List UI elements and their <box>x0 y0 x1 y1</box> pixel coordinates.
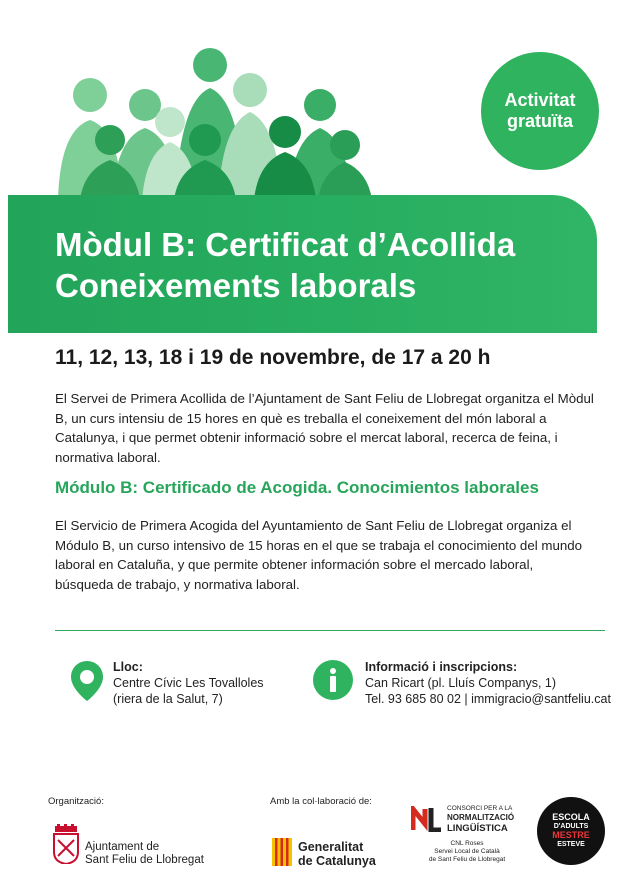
generalitat-line2: de Catalunya <box>298 854 376 868</box>
subtitle-spanish: Módulo B: Certificado de Acogida. Conocimientos laborales <box>55 478 539 497</box>
badge-line1: Activitat <box>504 90 576 110</box>
cnl-subtext <box>412 840 522 864</box>
cnl-sub2: Servei Local de Català <box>434 848 500 855</box>
collaboration-label: Amb la col·laboració de: <box>270 796 372 807</box>
ajuntament-line2: Sant Feliu de Llobregat <box>85 854 204 866</box>
map-pin-icon <box>70 660 104 702</box>
organizer-label: Organització: <box>48 796 104 807</box>
badge-line2: gratuïta <box>506 111 573 131</box>
contact-label: Informació i inscripcions: <box>365 660 518 674</box>
escola-line4: ESTEVE <box>557 841 585 848</box>
contact-line1: Can Ricart (pl. Lluís Companys, 1) <box>365 676 557 690</box>
location-line2: (riera de la Salut, 7) <box>113 692 223 706</box>
contact-line2[interactable]: Tel. 93 685 80 02 | immigracio@santfeliu.cat <box>365 692 611 706</box>
ajuntament-crest-icon <box>52 824 80 864</box>
location-line1: Centre Cívic Les Tovalloles <box>113 676 264 690</box>
escola-adults-logo <box>537 797 605 865</box>
cnl-sub1: CNL Roses <box>450 840 484 847</box>
description-spanish: El Servicio de Primera Acogida del Ayuntamiento de Sant Feliu de Llobregat organiza el Módulo B, un curso intensivo de 15 horas en el que se trabaja el conocimiento del mundo laboral en Cataluña, y que permite obtener información sobre el mercado laboral, búsqueda de trabajo, y normativa laboral. <box>55 518 583 592</box>
generalitat-line1: Generalitat <box>298 840 364 854</box>
description-catalan: El Servei de Primera Acollida de l’Ajuntament de Sant Feliu de Llobregat organitza el Mòdul B, un curs intensiu de 15 hores en què es treballa el coneixement del món laboral a Catalunya, i que permet obtenir informació sobre el mercat laboral, recerca de feina, i normativa laboral. <box>55 391 594 465</box>
escola-line1: ESCOLA <box>552 812 590 822</box>
escola-line3: MESTRE <box>552 830 590 840</box>
ajuntament-logo-text <box>85 841 204 867</box>
cnl-line1: CONSORCI PER A LA <box>447 805 513 812</box>
course-dates: 11, 12, 13, 18 i 19 de novembre, de 17 a 20 h <box>55 346 491 369</box>
people-illustration <box>50 40 380 200</box>
info-icon <box>313 660 353 700</box>
section-divider <box>55 630 605 631</box>
generalitat-flag-icon <box>272 838 292 866</box>
cnl-sub3: de Sant Feliu de Llobregat <box>428 856 506 863</box>
location-block <box>113 659 264 707</box>
cnl-logo-text <box>447 805 514 834</box>
title-line2: Coneixements laborals <box>55 267 417 304</box>
free-activity-badge <box>481 52 599 170</box>
cnl-logo-icon <box>411 806 443 832</box>
location-label: Lloc: <box>113 660 143 674</box>
title-line1: Mòdul B: Certificat d’Acollida <box>55 226 516 263</box>
ajuntament-line1: Ajuntament de <box>85 841 160 853</box>
cnl-line3: LINGÜÍSTICA <box>447 823 508 834</box>
escola-line2: D'ADULTS <box>553 823 589 830</box>
generalitat-logo-text <box>298 840 376 868</box>
cnl-line2: NORMALITZACIÓ <box>447 813 515 822</box>
contact-block <box>365 659 611 707</box>
title-banner <box>8 195 597 333</box>
